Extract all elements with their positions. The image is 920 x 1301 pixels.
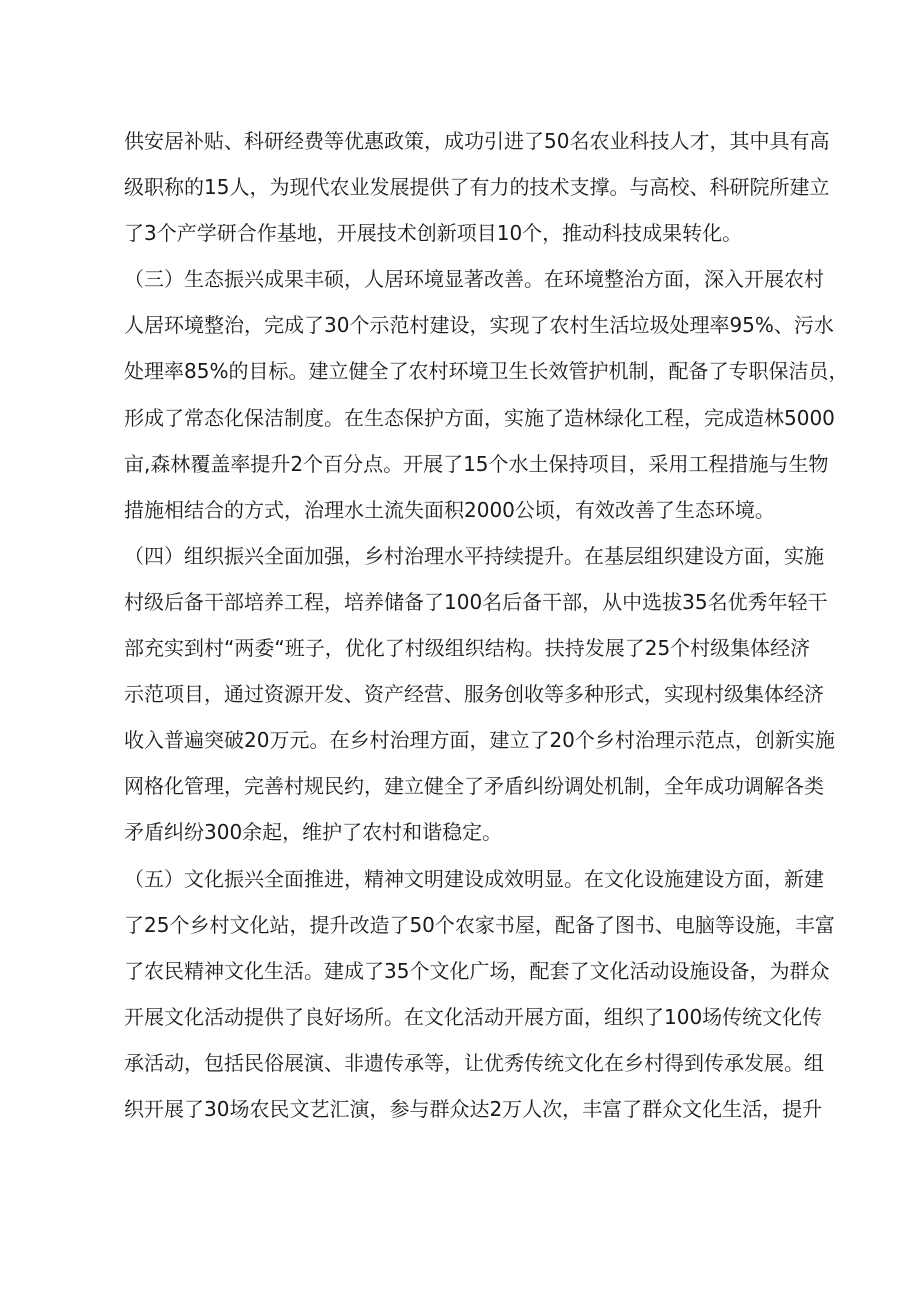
text-line: 部充实到村“两委“班子，优化了村级组织结构。扶持发展了25个村级集体经济 [124,636,811,661]
text-line: 收入普遍突破20万元。在乡村治理方面，建立了20个乡村治理示范点，创新实施 [124,728,835,753]
text-line: 村级后备干部培养工程，培养储备了100名后备干部，从中选拔35名优秀年轻干 [124,589,828,614]
section-heading-line: （四）组织振兴全面加强，乡村治理水平持续提升。在基层组织建设方面，实施 [124,543,824,568]
text-line: 人居环境整治，完成了30个示范村建设，实现了农村生活垃圾处理率95%、污水 [124,313,834,338]
text-line: 网格化管理，完善村规民约，建立健全了矛盾纠纷调处机制，全年成功调解各类 [124,774,824,799]
text-line: 措施相结合的方式，治理水土流失面积2000公顷，有效改善了生态环境。 [124,497,775,522]
body-text [124,118,849,1132]
text-line: 了农民精神文化生活。建成了35个文化广场，配套了文化活动设施设备，为群众 [124,958,830,983]
text-line: 亩,森林覆盖率提升2个百分点。开展了15个水土保持项目，采用工程措施与生物 [124,451,829,476]
text-line: 承活动，包括民俗展演、非遗传承等，让优秀传统文化在乡村得到传承发展。组 [124,1050,824,1075]
text-line: 矛盾纠纷300余起，维护了农村和谐稳定。 [124,820,503,845]
text-line: 示范项目，通过资源开发、资产经营、服务创收等多种形式，实现村级集体经济 [124,682,824,707]
text-line: 级职称的15人，为现代农业发展提供了有力的技术支撑。与高校、科研院所建立 [124,175,830,200]
section-heading-line: （五）文化振兴全面推进，精神文明建设成效明显。在文化设施建设方面，新建 [124,866,824,891]
text-line: 形成了常态化保洁制度。在生态保护方面，实施了造林绿化工程，完成造林5000 [124,405,835,430]
text-line: 供安居补贴、科研经费等优惠政策，成功引进了50名农业科技人才，其中具有高 [124,129,830,153]
text-line: 了3个产学研合作基地，开展技术创新项目10个，推动科技成果转化。 [124,221,743,246]
text-line: 了25个乡村文化站，提升改造了50个农家书屋，配备了图书、电脑等设施，丰富 [124,912,835,937]
text-line: 织开展了30场农民文艺汇演，参与群众达2万人次，丰富了群众文化生活，提升 [124,1096,823,1121]
section-heading-line: （三）生态振兴成果丰硕，人居环境显著改善。在环境整治方面，深入开展农村 [124,267,824,292]
text-line: 处理率85%的目标。建立健全了农村环境卫生长效管护机制，配备了专职保洁员， [124,359,849,384]
text-line: 开展文化活动提供了良好场所。在文化活动开展方面，组织了100场传统文化传 [124,1004,823,1029]
